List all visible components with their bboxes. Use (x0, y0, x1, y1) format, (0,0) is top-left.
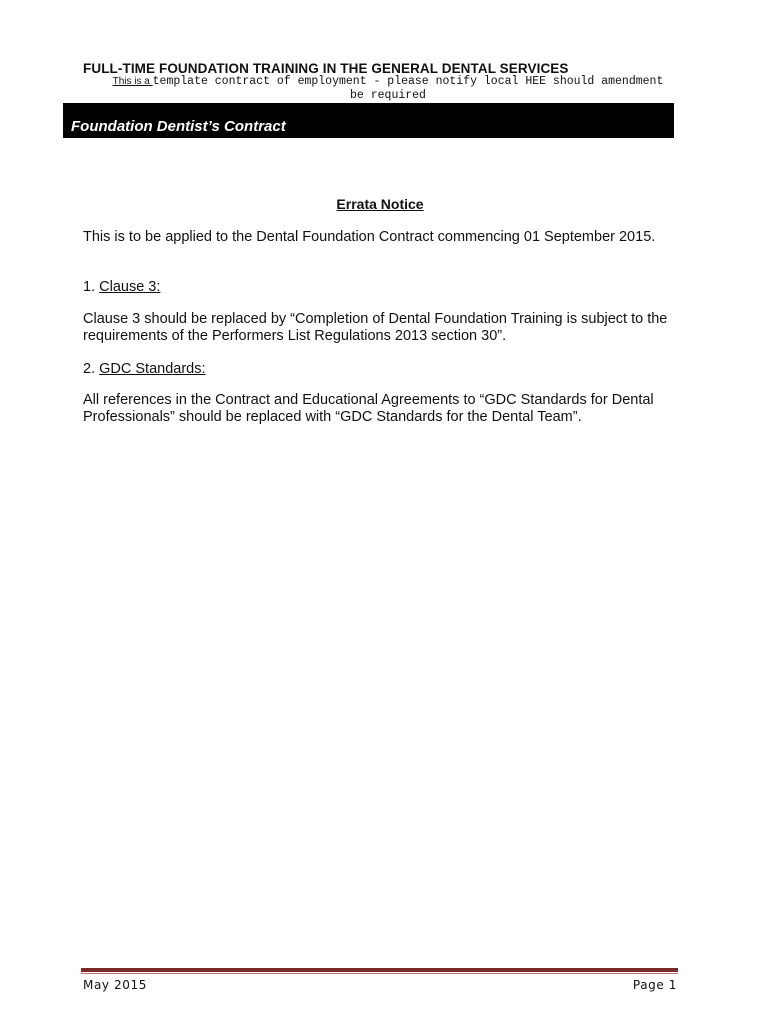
clause-3-heading (83, 279, 683, 296)
contract-banner (63, 103, 674, 138)
clause-3-paragraph: Clause 3 should be replaced by “Completion of Dental Foundation Training is subject to the requirements of the Performers List Regulations 2013 section 30”. (83, 311, 668, 344)
gdc-standards-label: GDC Standards: (99, 361, 206, 377)
header-note-text: template contract of employment - please notify local HEE should amendment be required (152, 75, 664, 102)
document-header-title: FULL-TIME FOUNDATION TRAINING IN THE GENERAL DENTAL SERVICES (83, 61, 569, 76)
document-header-note (108, 75, 668, 103)
gdc-standards-number: 2. (83, 361, 100, 377)
footer-rule (81, 968, 678, 972)
footer-date: May 2015 (83, 978, 147, 992)
clause-3-label: Clause 3: (99, 279, 161, 295)
header-note-lead: This is a (112, 76, 153, 87)
errata-title: Errata Notice (336, 196, 424, 212)
banner-title: Foundation Dentist’s Contract (71, 118, 286, 135)
footer-rule-thin (81, 973, 678, 974)
intro-paragraph: This is to be applied to the Dental Foundation Contract commencing 01 September 2015. (83, 229, 656, 245)
gdc-standards-heading (83, 361, 683, 378)
clause-3-number: 1. (83, 279, 100, 295)
gdc-standards-paragraph: All references in the Contract and Educational Agreements to “GDC Standards for Dental Professionals” should be replaced with “GDC Standards for the Dental Team”. (83, 392, 654, 425)
footer-page-number: Page 1 (632, 978, 677, 992)
